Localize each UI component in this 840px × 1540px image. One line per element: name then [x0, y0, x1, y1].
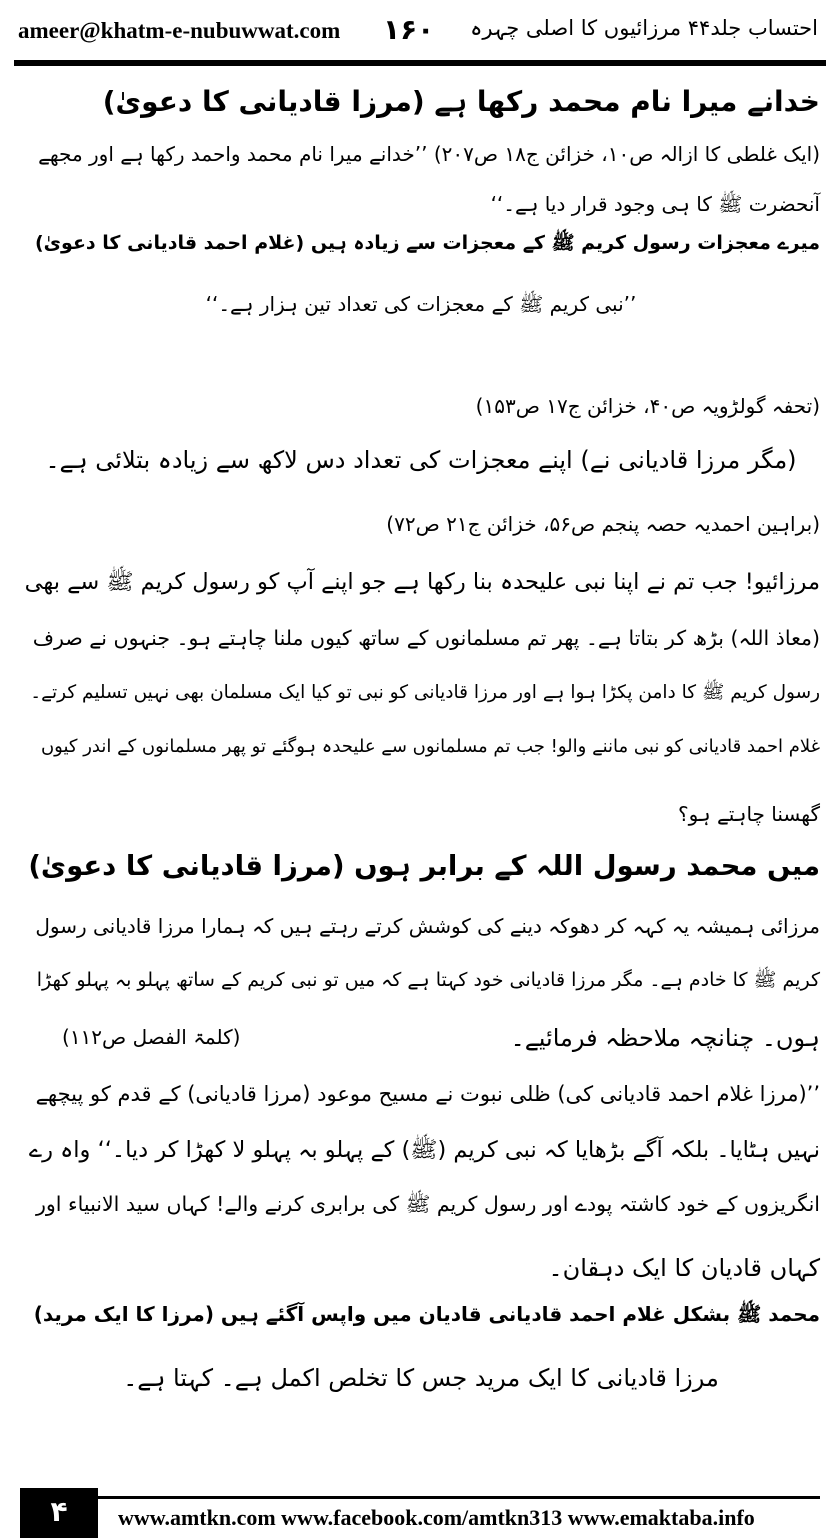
- body-line: ہوں۔ چنانچہ ملاحظہ فرمائیے۔: [510, 1024, 820, 1052]
- inline-reference: (کلمۃ الفصل ص۱۱۲): [62, 1025, 241, 1049]
- footer-links[interactable]: www.amtkn.com www.facebook.com/amtkn313 www.emaktaba.info: [118, 1505, 755, 1530]
- quote-line: ’’نبی کریم ﷺ کے معجزات کی تعداد تین ہزار ہے۔‘‘: [205, 292, 637, 316]
- body-line: مرزائی ہمیشہ یہ کہہ کر دھوکہ دینے کی کوشش کرتے رہتے ہیں کہ ہمارا مرزا قادیانی رسول: [35, 914, 820, 938]
- header-email: ameer@khatm-e-nubuwwat.com: [18, 18, 341, 43]
- header-rule: [14, 60, 826, 66]
- body-line: انگریزوں کے خود کاشتہ پودے اور رسول کریم ﷺ کی برابری کرنے والے! کہاں سید الانبیاء اور: [35, 1192, 820, 1216]
- body-line: رسول کریم ﷺ کا دامن پکڑا ہوا ہے اور مرزا قادیانی کو نبی تو کیا ایک مسلمان بھی نہیں تسلیم کرتے۔: [30, 682, 820, 703]
- heading-line: میرے معجزات رسول کریم ﷺ کے معجزات سے زیادہ ہیں (غلام احمد قادیانی کا دعویٰ): [34, 232, 820, 254]
- page-header: [0, 0, 840, 62]
- quote-line: نہیں ہٹایا۔ بلکہ آگے بڑھایا کہ نبی کریم (ﷺ) کے پہلو بہ پہلو لا کھڑا کر دیا۔‘‘ واہ رے: [28, 1137, 820, 1163]
- body-line: غلام احمد قادیانی کو نبی ماننے والو! جب تم مسلمانوں سے علیحدہ ہوگئے تو پھر مسلمانوں کے اندر کیوں: [40, 736, 820, 757]
- body-line: کریم ﷺ کا خادم ہے۔ مگر مرزا قادیانی خود کہتا ہے کہ میں تو نبی کریم کے ساتھ پہلو بہ پہلو کھڑا: [36, 969, 820, 991]
- body-line: گھسنا چاہتے ہو؟: [677, 802, 820, 826]
- header-book-title: احتساب جلد۴۴ مرزائیوں کا اصلی چہرہ: [470, 16, 818, 40]
- page-footer: [0, 1488, 840, 1540]
- heading-line: محمد ﷺ بشکل غلام احمد قادیانی قادیان میں واپس آگئے ہیں (مرزا کا ایک مرید): [33, 1302, 820, 1326]
- reference-line: (تحفہ گولڑویہ ص۴۰، خزائن ج۱۷ ص۱۵۳): [475, 394, 820, 418]
- body-line: مرزا قادیانی کا ایک مرید جس کا تخلص اکمل ہے۔ کہتا ہے۔: [123, 1364, 719, 1392]
- footer-page-marker: ۴: [20, 1488, 98, 1538]
- footer-rule: [98, 1496, 820, 1499]
- heading-line: خدانے میرا نام محمد رکھا ہے (مرزا قادیانی کا دعویٰ): [102, 85, 820, 118]
- quote-line: ’’(مرزا غلام احمد قادیانی کی) ظلی نبوت نے مسیح موعود (مرزا قادیانی) کے قدم کو پیچھے: [35, 1082, 820, 1106]
- body-line: (مگر مرزا قادیانی نے) اپنے معجزات کی تعداد دس لاکھ سے زیادہ بتلائی ہے۔: [45, 446, 797, 474]
- reference-line: (ایک غلطی کا ازالہ ص۱۰، خزائن ج۱۸ ص۲۰۷) ’’خدانے میرا نام محمد واحمد رکھا ہے اور مجھے: [38, 142, 820, 166]
- heading-line: میں محمد رسول اللہ کے برابر ہوں (مرزا قادیانی کا دعویٰ): [28, 850, 820, 882]
- body-line: کہاں قادیان کا ایک دہقان۔: [548, 1254, 820, 1282]
- header-page-number: ۱۶۰: [383, 13, 435, 46]
- quote-line: آنحضرت ﷺ کا ہی وجود قرار دیا ہے۔‘‘: [490, 192, 820, 216]
- body-line: (معاذ اللہ) بڑھ کر بتاتا ہے۔ پھر تم مسلمانوں کے ساتھ کیوں ملنا چاہتے ہو۔ جنہوں نے صرف: [32, 626, 820, 650]
- reference-line: (براہین احمدیہ حصہ پنجم ص۵۶، خزائن ج۲۱ ص۷۲): [386, 512, 820, 536]
- body-line: مرزائیو! جب تم نے اپنا نبی علیحدہ بنا رکھا ہے جو اپنے آپ کو رسول کریم ﷺ سے بھی: [24, 569, 820, 595]
- inline-reference-box: [62, 1025, 240, 1049]
